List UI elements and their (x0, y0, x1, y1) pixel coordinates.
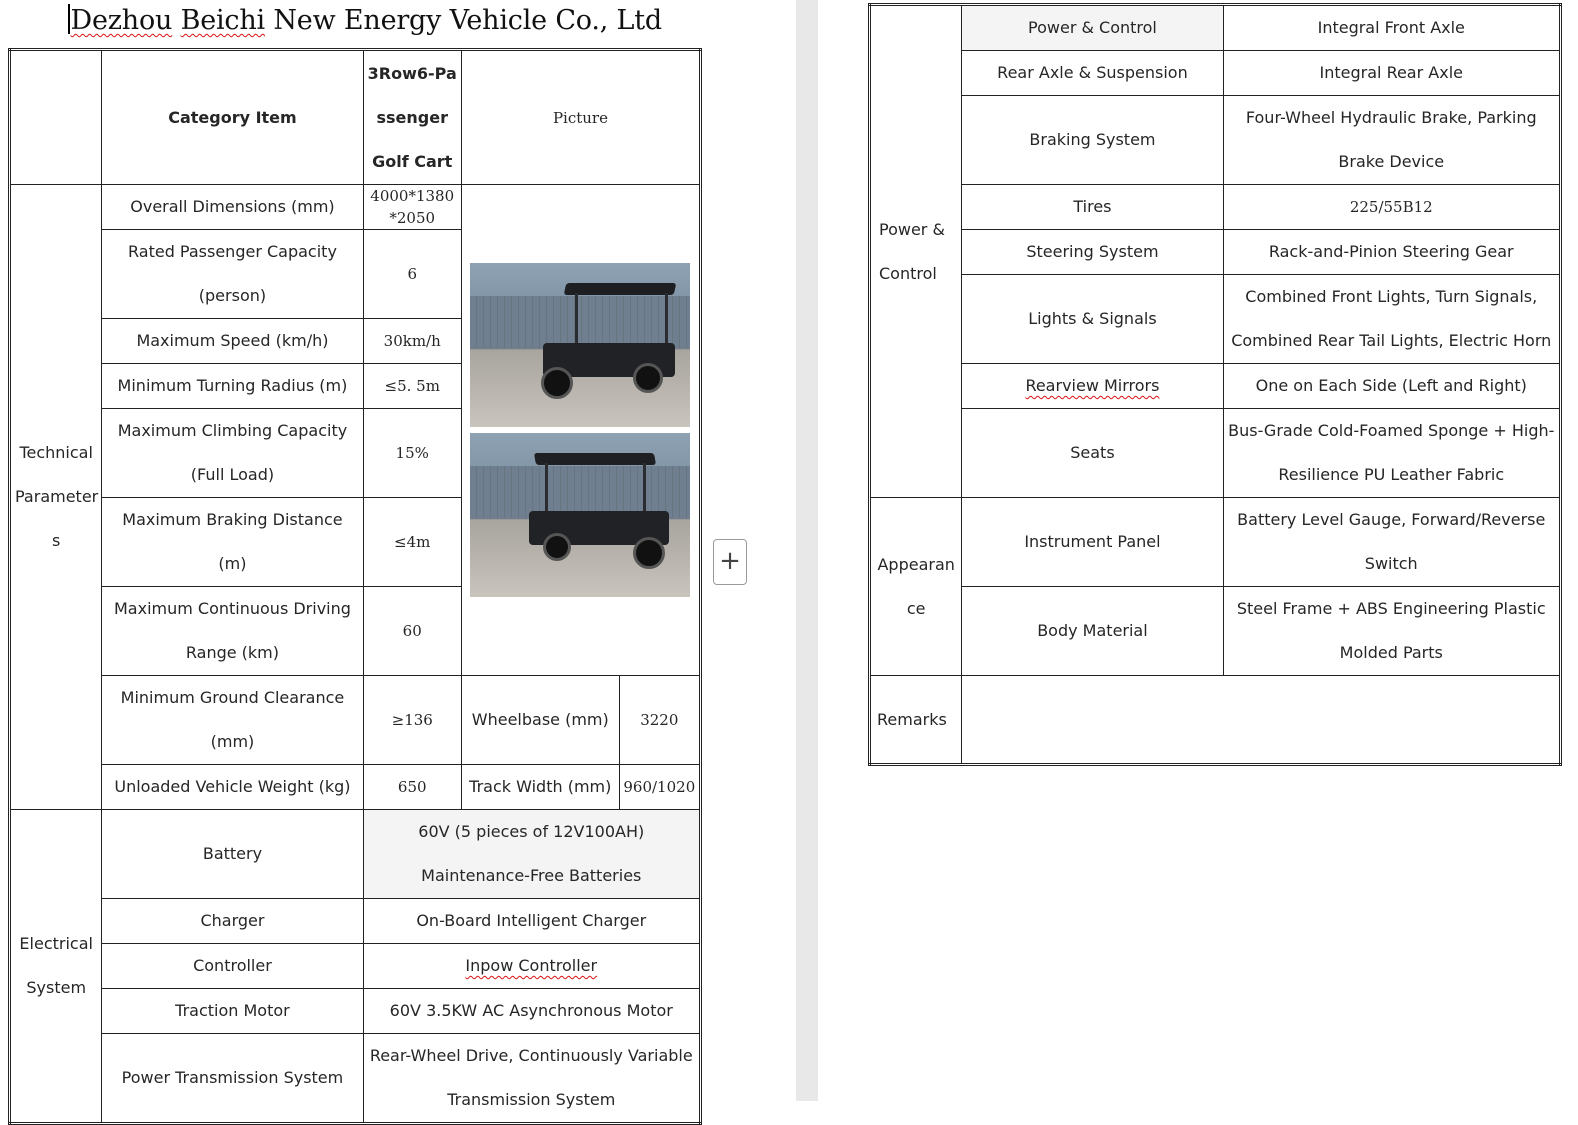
tech-item: Minimum Turning Radius (m) (102, 364, 363, 409)
pc-value: Bus-Grade Cold-Foamed Sponge + High-Resilience PU Leather Fabric (1223, 409, 1560, 498)
tech-item: Maximum Speed (km/h) (102, 319, 363, 364)
tech-value: 650 (363, 765, 461, 810)
picture-cell (461, 185, 700, 676)
add-row-button[interactable]: + (713, 539, 747, 585)
pc-item: Seats (962, 409, 1223, 498)
tech-item: Minimum Ground Clearance (mm) (102, 676, 363, 765)
tech-extra-item: Wheelbase (mm) (461, 676, 619, 765)
pc-value: One on Each Side (Left and Right) (1223, 364, 1560, 409)
text-cursor (68, 4, 70, 34)
rearview-mirrors-label: Rearview Mirrors (1025, 376, 1160, 395)
title-word-dezhou: Dezhou (70, 5, 173, 36)
pc-item: Braking System (962, 96, 1223, 185)
group-electrical: Electrical System (10, 810, 102, 1124)
header-model: 3Row6-Pa ssenger Golf Cart (363, 50, 461, 185)
elec-item: Traction Motor (102, 989, 363, 1034)
golf-cart-image (535, 283, 675, 403)
controller-value: Inpow Controller (465, 956, 598, 975)
title-rest: New Energy Vehicle Co., Ltd (273, 5, 662, 36)
group-power-control: Power & Control (870, 5, 962, 498)
pc-value: Four-Wheel Hydraulic Brake, Parking Brake Device (1223, 96, 1560, 185)
elec-item: Controller (102, 944, 363, 989)
remarks-value[interactable] (962, 676, 1561, 765)
pc-item: Lights & Signals (962, 275, 1223, 364)
header-category-item: Category Item (102, 50, 363, 185)
pc-value: Integral Rear Axle (1223, 51, 1560, 96)
pc-item (962, 364, 1223, 409)
pc-item: Power & Control (962, 5, 1223, 51)
tech-value: ≥136 (363, 676, 461, 765)
elec-value: On-Board Intelligent Charger (363, 899, 700, 944)
tech-value: ≤5. 5m (363, 364, 461, 409)
pc-value: 225/55B12 (1223, 185, 1560, 230)
elec-value (363, 944, 700, 989)
page-gutter (796, 0, 818, 1101)
pc-value: Integral Front Axle (1223, 5, 1560, 51)
elec-value: 60V (5 pieces of 12V100AH) Maintenance-Free Batteries (363, 810, 700, 899)
tech-extra-value: 3220 (619, 676, 700, 765)
tech-item: Maximum Braking Distance (m) (102, 498, 363, 587)
tech-value: ≤4m (363, 498, 461, 587)
tech-item: Unloaded Vehicle Weight (kg) (102, 765, 363, 810)
pc-value: Rack-and-Pinion Steering Gear (1223, 230, 1560, 275)
elec-item: Power Transmission System (102, 1034, 363, 1124)
pc-item: Rear Axle & Suspension (962, 51, 1223, 96)
tech-value: 15% (363, 409, 461, 498)
pc-item: Tires (962, 185, 1223, 230)
group-appearance: Appearan ce (870, 498, 962, 676)
app-value: Steel Frame + ABS Engineering Plastic Molded Parts (1223, 587, 1560, 676)
elec-item: Charger (102, 899, 363, 944)
tech-item: Maximum Continuous Driving Range (km) (102, 587, 363, 676)
tech-value: 6 (363, 230, 461, 319)
tech-item: Maximum Climbing Capacity (Full Load) (102, 409, 363, 498)
app-item: Instrument Panel (962, 498, 1223, 587)
tech-value: 60 (363, 587, 461, 676)
spec-table-right (868, 3, 1562, 766)
tech-extra-value: 960/1020 (619, 765, 700, 810)
pc-item: Steering System (962, 230, 1223, 275)
elec-item: Battery (102, 810, 363, 899)
document-title[interactable] (68, 4, 662, 36)
group-technical: Technical Parameter s (10, 185, 102, 810)
tech-value: 4000*1380 *2050 (363, 185, 461, 230)
tech-item: Overall Dimensions (mm) (102, 185, 363, 230)
elec-value: 60V 3.5KW AC Asynchronous Motor (363, 989, 700, 1034)
elec-value: Rear-Wheel Drive, Continuously Variable Transmission System (363, 1034, 700, 1124)
remarks-label: Remarks (870, 676, 962, 765)
title-word-beichi: Beichi (180, 5, 265, 36)
app-item: Body Material (962, 587, 1223, 676)
header-picture: Picture (461, 50, 700, 185)
cart-photo-rear[interactable] (470, 433, 690, 597)
cart-photo-front[interactable] (470, 263, 690, 427)
spec-table-left (8, 48, 702, 1125)
pc-value: Combined Front Lights, Turn Signals, Combined Rear Tail Lights, Electric Horn (1223, 275, 1560, 364)
app-value: Battery Level Gauge, Forward/Reverse Switch (1223, 498, 1560, 587)
tech-item: Rated Passenger Capacity (person) (102, 230, 363, 319)
corner-cell (10, 50, 102, 185)
golf-cart-image (525, 453, 675, 573)
tech-value: 30km/h (363, 319, 461, 364)
tech-extra-item: Track Width (mm) (461, 765, 619, 810)
